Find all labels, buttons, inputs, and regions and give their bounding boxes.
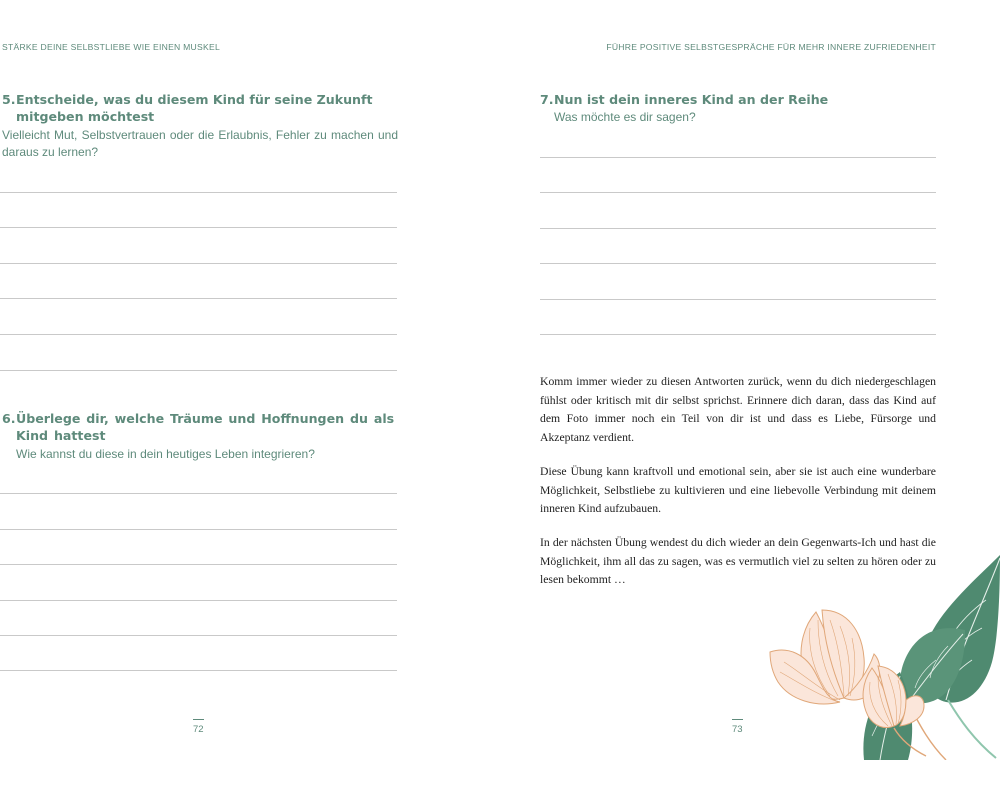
writing-line[interactable] bbox=[540, 192, 936, 193]
leaf-shapes bbox=[863, 555, 1000, 760]
writing-line[interactable] bbox=[540, 334, 936, 335]
question-6-subtitle: Wie kannst du diese in dein heutiges Leben integrieren? bbox=[16, 447, 315, 461]
question-5-title-block bbox=[2, 91, 398, 125]
page-number-right: 73 bbox=[732, 724, 743, 735]
question-6-title-block bbox=[2, 410, 398, 444]
page-number-mark-right bbox=[732, 719, 743, 720]
question-7-title: Nun ist dein inneres Kind an der Reihe bbox=[554, 92, 829, 107]
writing-line[interactable] bbox=[540, 228, 936, 229]
writing-line[interactable] bbox=[0, 334, 397, 335]
writing-line[interactable] bbox=[540, 157, 936, 158]
writing-line[interactable] bbox=[540, 299, 936, 300]
question-6-title: Überlege dir, welche Träume und Hoffnungen du als Kind hattest bbox=[16, 411, 395, 443]
writing-line[interactable] bbox=[0, 635, 397, 636]
writing-line[interactable] bbox=[0, 227, 397, 228]
lotus-illustration bbox=[760, 550, 1000, 760]
running-header-left: STÄRKE DEINE SELBSTLIEBE WIE EINEN MUSKEL bbox=[2, 42, 220, 52]
question-6-number: 6. bbox=[2, 411, 16, 426]
question-7-title-block bbox=[540, 91, 936, 108]
writing-line[interactable] bbox=[0, 192, 397, 193]
question-7-subtitle: Was möchte es dir sagen? bbox=[554, 110, 696, 124]
body-paragraph-2: Diese Übung kann kraftvoll und emotional sein, aber sie ist auch eine wunderbare Möglichkeit, Selbstliebe zu kultivieren und eine liebevolle Verbindung mit deinem inneren Kind aufzubauen. bbox=[540, 465, 936, 515]
writing-line[interactable] bbox=[0, 600, 397, 601]
writing-line[interactable] bbox=[540, 263, 936, 264]
page-number-mark-left bbox=[193, 719, 204, 720]
writing-line[interactable] bbox=[0, 263, 397, 264]
body-paragraph-3: In der nächsten Übung wendest du dich wieder an dein Gegenwarts-Ich und hast die Möglichkeit, ihm all das zu sagen, was es vermutlich viel zu selten zu hören oder zu lesen bekommt … bbox=[540, 536, 936, 586]
writing-line[interactable] bbox=[0, 564, 397, 565]
writing-line[interactable] bbox=[0, 370, 397, 371]
writing-line[interactable] bbox=[0, 529, 397, 530]
page-number-left: 72 bbox=[193, 724, 204, 735]
running-header-right: FÜHRE POSITIVE SELBSTGESPRÄCHE FÜR MEHR INNERE ZUFRIEDENHEIT bbox=[606, 42, 936, 52]
writing-line[interactable] bbox=[0, 493, 397, 494]
writing-line[interactable] bbox=[0, 298, 397, 299]
writing-line[interactable] bbox=[0, 670, 397, 671]
question-5-number: 5. bbox=[2, 92, 16, 107]
body-paragraph-1: Komm immer wieder zu diesen Antworten zurück, wenn du dich niedergeschlagen fühlst oder kritisch mit dir selbst sprichst. Erinnere dich daran, dass das Kind auf dem Foto immer noch ein Teil von dir ist und dass es Liebe, Fürsorge und Akzeptanz verdient. bbox=[540, 375, 936, 444]
question-5-subtitle: Vielleicht Mut, Selbstvertrauen oder die Erlaubnis, Fehler zu machen und daraus zu lernen? bbox=[2, 128, 398, 159]
question-7-number: 7. bbox=[540, 92, 554, 107]
question-5-title: Entscheide, was du diesem Kind für seine Zukunft mitgeben möchtest bbox=[16, 92, 373, 124]
